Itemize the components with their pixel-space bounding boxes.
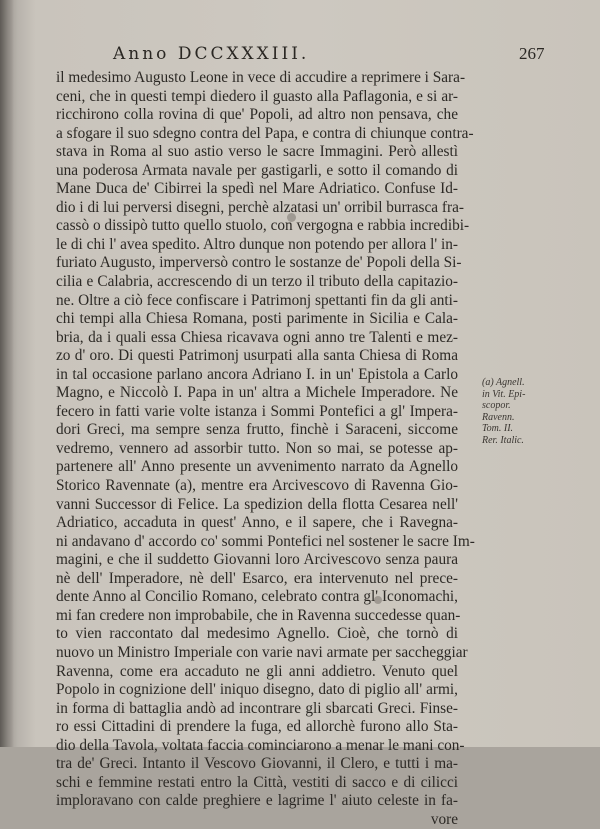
text-line: vedremo, vennero ad assorbir tutto. Non so mai, se potesse ap- <box>56 439 458 457</box>
text-line: to vien raccontato dal medesimo Agnello. Cioè, che tornò di <box>56 625 458 643</box>
margin-note <box>482 377 562 446</box>
text-line: Mane Duca de' Cibirrei la spedì nel Mare Adriatico. Confuse Id- <box>56 180 458 198</box>
margin-note-line: Tom. II. <box>482 423 514 434</box>
text-line: ro essi Cittadini di prendere la fuga, ed allorchè furono allo Sta- <box>56 718 458 736</box>
text-line: ni andavano d' accordo co' sommi Pontefici nel sostener le sacre Im- <box>56 532 475 550</box>
text-line: furiato Augusto, imperversò contro le sostanze de' Popoli della Si- <box>56 254 462 272</box>
text-line: ricchirono colla rovina di que' Popoli, ad altro non pensava, che <box>56 106 458 124</box>
text-line: nè dell' Imperadore, nè dell' Esarco, era intervenuto nel prece- <box>56 569 458 587</box>
text-line: tra de' Greci. Intanto il Vescovo Giovanni, il Clero, e tutti i ma- <box>56 755 458 773</box>
text-line: il medesimo Augusto Leone in vece di accudire a reprimere i Sara- <box>56 69 466 86</box>
text-line: nuovo un Ministro Imperiale con varie navi armate per saccheggiar <box>56 643 468 661</box>
text-line: Ravenna, come era accaduto ne gli anni addietro. Venuto quel <box>56 662 458 680</box>
text-line: Adriatico, accaduta in quest' Anno, e il sapere, che i Ravegna- <box>56 514 458 532</box>
text-line: a sfogare il suo sdegno contra del Papa, e contra di chiunque contra- <box>56 124 474 142</box>
text-line: Popolo in cognizione dell' iniquo disegno, dato di piglio all' armi, <box>56 681 458 699</box>
margin-note-line: in Vit. Epi- <box>482 388 526 400</box>
text-line: dio i di lui perversi disegni, perchè alzatasi un' orribil burrasca fra- <box>56 198 464 216</box>
text-line: cilia e Calabria, accrescendo di un terzo il tributo della capitazio- <box>56 273 458 291</box>
text-line: vanni Successor di Felice. La spedizion della flotta Cesarea nell' <box>56 495 458 513</box>
margin-note-line: scopor. <box>482 400 511 411</box>
page-number: 267 <box>519 44 545 63</box>
text-line: Storico Ravennate (a), mentre era Arcivescovo di Ravenna Gio- <box>56 477 458 495</box>
text-line: in forma di battaglia andò ad incontrare gli sbarcati Greci. Finse- <box>56 699 458 717</box>
text-line: in tal occasione parlano ancora Adriano I. in un' Epistola a Carlo <box>56 365 458 383</box>
body-text <box>56 69 475 829</box>
margin-note-line: Rer. Italic. <box>482 434 524 446</box>
text-line: cassò o dissipò tutto quello stuolo, con vergogna e rabbia incredibi- <box>56 217 470 235</box>
text-line: ceni, che in questi tempi diedero il guasto alla Paflagonia, e si ar- <box>56 87 458 105</box>
text-line: stava in Roma al suo astio verso le sacre Immagini. Però allestì <box>56 143 458 161</box>
page-gutter-shadow <box>0 0 14 747</box>
text-line: le di chi l' avea spedito. Altro dunque non potendo per allora l' in- <box>56 235 458 253</box>
ink-spot <box>287 213 296 222</box>
running-head <box>0 44 600 68</box>
text-line: mi fan credere non improbabile, che in Ravenna succedesse quan- <box>56 606 461 624</box>
text-line: zo d' oro. Di questi Patrimonj usurpati alla santa Chiesa di Roma <box>56 347 458 365</box>
margin-note-line: Ravenn. <box>482 411 515 423</box>
text-line: dori Greci, ma sempre senza frutto, finchè i Saraceni, siccome <box>56 421 458 439</box>
ink-spot <box>374 596 382 604</box>
text-line: dio della Tavola, voltata faccia cominciarono a menar le mani con- <box>56 736 465 754</box>
text-line: fecero in fatti varie volte istanza i Sommi Pontefici a gl' Impera- <box>56 402 458 420</box>
text-line: ne. Oltre a ciò fece confiscare i Patrimonj spettanti fin da gli anti- <box>56 291 458 309</box>
text-line: Magno, e Niccolò I. Papa in un' altra a Michele Imperadore. Ne <box>56 384 458 402</box>
text-line: partenere all' Anno presente un avvenimento narrato da Agnello <box>56 458 458 476</box>
text-line: imploravano con calde preghiere e lagrime l' aiuto celeste in fa- <box>56 792 458 810</box>
margin-note-line: (a) Agnell. <box>482 377 525 388</box>
text-line: bria, da i quali essa Chiesa ricavava ogni anno tre Talenti e mez- <box>56 328 458 346</box>
text-line: vore <box>430 810 458 828</box>
text-line: schi e femmine restati entro la Città, vestiti di sacco e di cilicci <box>56 773 458 791</box>
text-line: magini, e che il suddetto Giovanni loro Arcivescovo senza paura <box>56 551 458 569</box>
running-head-title: Anno DCCXXXIII. <box>113 44 310 64</box>
text-line: chi tempi alla Chiesa Romana, posti parimente in Sicilia e Cala- <box>56 310 458 328</box>
text-line: dente Anno al Concilio Romano, celebrato contra gl' Iconomachi, <box>56 588 458 606</box>
text-line: una poderosa Armata navale per gastigarli, e sotto il comando di <box>56 161 458 179</box>
